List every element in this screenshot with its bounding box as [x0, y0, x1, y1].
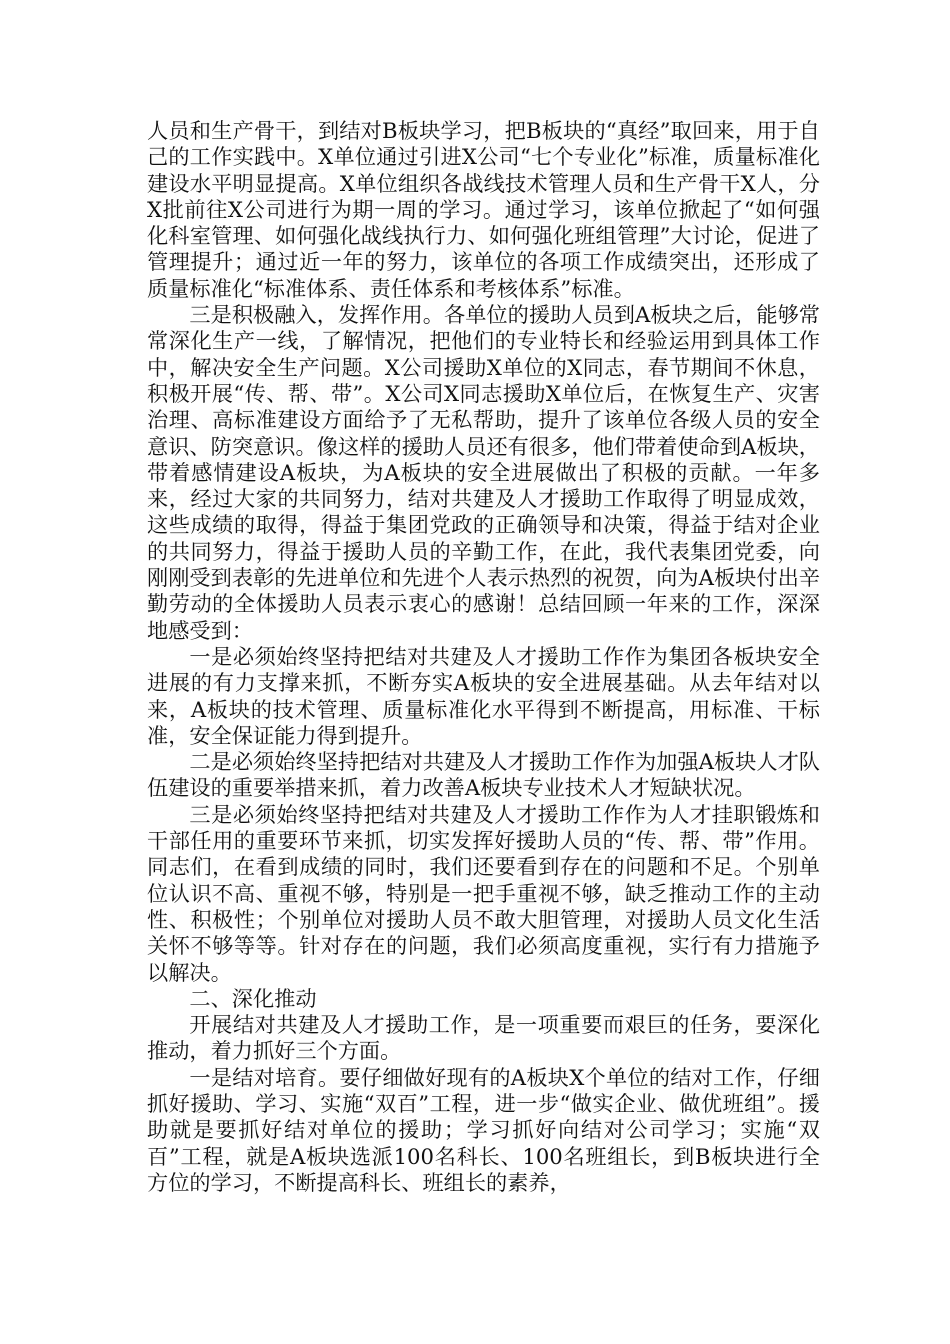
paragraph-1: 人员和生产骨干，到结对B板块学习，把B板块的“真经”取回来，用于自己的工作实践中。X单位通过引进X公司“七个专业化”标准，质量标准化建设水平明显提高。X单位组织各战线技术管理人员和生产骨干X人，分X批前往X公司进行为期一周的学习。通过学习，该单位掀起了“如何强化科室管理、如何强化战线执行力、如何强化班组管理”大讨论，促进了管理提升；通过近一年的努力，该单位的各项工作成绩突出，还形成了质量标准化“标准体系、责任体系和考核体系”标准。	[147, 118, 820, 301]
section-heading: 二、深化推动	[189, 985, 317, 1011]
paragraph-2: 三是积极融入，发挥作用。各单位的援助人员到A板块之后，能够常常深化生产一线，了解情况，把他们的专业特长和经验运用到具体工作中，解决安全生产问题。X公司援助X单位的X同志，春节期间不休息，积极开展“传、帮、带”。X公司X同志援助X单位后，在恢复生产、灾害治理、高标准建设方面给予了无私帮助，提升了该单位各级人员的安全意识、防突意识。像这样的援助人员还有很多，他们带着使命到A板块，带着感情建设A板块，为A板块的安全进展做出了积极的贡献。一年多来，经过大家的共同努力，结对共建及人才援助工作取得了明显成效，这些成绩的取得，得益于集团党政的正确领导和决策，得益于结对企业的共同努力，得益于援助人员的辛勤工作，在此，我代表集团党委，向刚刚受到表彰的先进单位和先进个人表示热烈的祝贺，向为A板块付出辛勤劳动的全体援助人员表示衷心的感谢！总结回顾一年来的工作，深深地感受到：	[147, 302, 820, 643]
paragraph-3: 一是必须始终坚持把结对共建及人才援助工作作为集团各板块安全进展的有力支撑来抓，不断夯实A板块的安全进展基础。从去年结对以来，A板块的技术管理、质量标准化水平得到不断提高，用标准、干标准，安全保证能力得到提升。	[147, 643, 820, 748]
document-page	[147, 118, 820, 1196]
paragraph-5: 三是必须始终坚持把结对共建及人才援助工作作为人才挂职锻炼和干部任用的重要环节来抓，切实发挥好援助人员的“传、帮、带”作用。同志们，在看到成绩的同时，我们还要看到存在的问题和不足。个别单位认识不高、重视不够，特别是一把手重视不够，缺乏推动工作的主动性、积极性；个别单位对援助人员不敢大胆管理，对援助人员文化生活关怀不够等等。针对存在的问题，我们必须高度重视，实行有力措施予以解决。	[147, 801, 820, 985]
paragraph-6: 开展结对共建及人才援助工作，是一项重要而艰巨的任务，要深化推动，着力抓好三个方面。	[147, 1012, 820, 1064]
paragraph-7: 一是结对培育。要仔细做好现有的A板块X个单位的结对工作，仔细抓好援助、学习、实施“双百”工程，进一步“做实企业、做优班组”。援助就是要抓好结对单位的援助；学习抓好向结对公司学习；实施“双百”工程，就是A板块选派100名科长、100名班组长，到B板块进行全方位的学习，不断提高科长、班组长的素养，	[147, 1064, 820, 1195]
paragraph-4: 二是必须始终坚持把结对共建及人才援助工作作为加强A板块人才队伍建设的重要举措来抓，着力改善A板块专业技术人才短缺状况。	[147, 749, 820, 801]
